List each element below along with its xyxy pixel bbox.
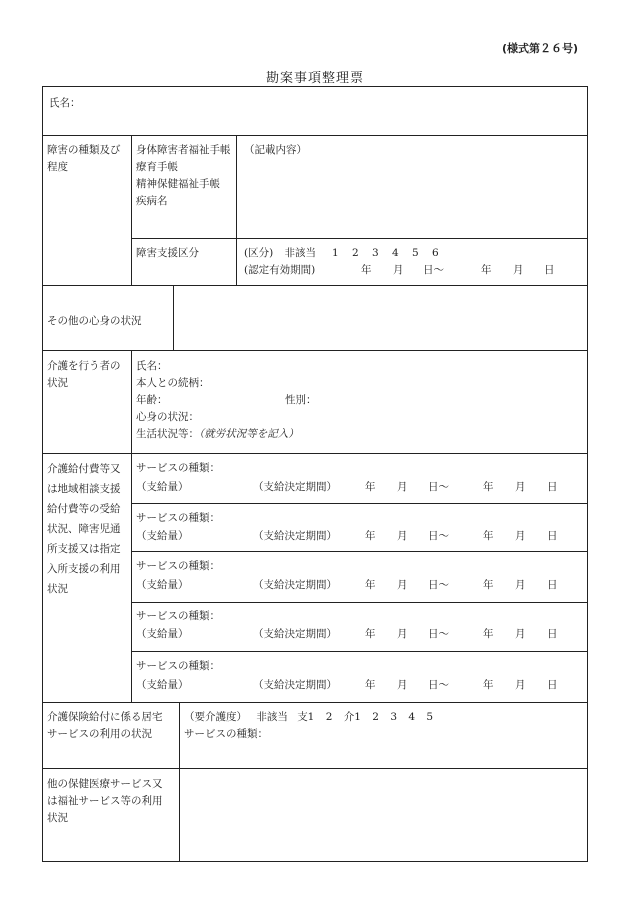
other-services-field[interactable] [183, 772, 583, 858]
caregiver-relation: 本人との続柄： [136, 377, 210, 389]
ltc-service-type: サービスの種類： [184, 728, 268, 740]
support-class-row: (区分) 非該当 1 2 3 4 5 6 [244, 247, 439, 259]
booklet-list [136, 142, 231, 210]
mental-physical-label: その他の心身の状況 [47, 315, 142, 327]
caregiver-life-hint: （就労状況等を記入） [199, 428, 299, 440]
content-label: （記載内容） [244, 144, 307, 156]
support-class-label: 障害支援区分 [136, 247, 199, 259]
not-applicable: 非該当 [284, 247, 317, 259]
caregiver-life: 生活状況等：（就労状況等を記入） [136, 428, 299, 440]
booklet-rehabilitation: 療育手帳 [136, 161, 178, 173]
benefit-service-type: サービスの種類： [136, 610, 220, 622]
booklet-mental: 精神保健福祉手帳 [136, 178, 220, 190]
caregiver-age: 年齢： [136, 394, 168, 406]
row-divider [131, 238, 587, 239]
row-divider [131, 602, 587, 603]
care-level-row: （要介護度） 非該当 支1 2 介1 2 3 4 5 [184, 711, 434, 723]
document-title: 勘案事項整理票 [265, 71, 364, 86]
row-divider [43, 135, 587, 136]
other-services-label: 他の保健医療サービス又 は福祉サービス等の利用 状況 [47, 778, 163, 824]
caregiver-details [136, 358, 299, 443]
row-divider [43, 702, 587, 703]
benefit-service-type: サービスの種類： [136, 512, 220, 524]
booklet-physical: 身体障害者福祉手帳 [136, 144, 231, 156]
row-divider [43, 768, 587, 769]
column-divider [131, 135, 132, 285]
column-divider [173, 285, 174, 350]
name-field[interactable] [83, 91, 583, 131]
mental-physical-field[interactable] [177, 289, 583, 347]
name-label: 氏名： [49, 97, 81, 109]
booklet-disease: 疾病名 [136, 195, 168, 207]
caregiver-condition: 心身の状況： [136, 411, 199, 423]
row-divider [43, 453, 587, 454]
ltc-label: 介護保険給付に係る居宅 サービスの利用の状況 [47, 711, 163, 740]
caregiver-label: 介護を行う者の 状況 [47, 360, 121, 389]
row-divider [131, 651, 587, 652]
benefit-service-type: サービスの種類： [136, 462, 220, 474]
row-divider [43, 350, 587, 351]
row-divider [131, 503, 587, 504]
row-divider [43, 285, 587, 286]
benefits-label: 介護給付費等又 は地域相談支援 給付費等の受給 状況、障害児通 所支援又は指定 入所支援の利用 状況 [47, 463, 121, 595]
form-number: (様式第２６号) [501, 42, 578, 55]
validity-label: (認定有効期間) [244, 264, 316, 276]
caregiver-gender: 性別： [285, 394, 317, 406]
row-divider [131, 551, 587, 552]
benefit-service-type: サービスの種類： [136, 660, 220, 672]
benefit-service-type: サービスの種類： [136, 560, 220, 572]
disability-label: 障害の種類及び 程度 [47, 144, 121, 173]
column-divider [236, 135, 237, 285]
caregiver-name: 氏名： [136, 360, 168, 372]
column-divider [179, 702, 180, 861]
column-divider [131, 350, 132, 702]
form-table: 氏名： 障害の種類及び 程度 身体障害者福祉手帳 療育手帳 精神保健福祉手帳 疾病名 （記載内容） 障害支援区分 (区分) 非該当 1 2 3 4 5 6 (認定有効期間) 年 月 日～ 年 月 日 その他の心身の状況 介護を行う者の 状況 氏名： 本人との続柄： 年齢： 心身の状況： 生活状況等：（就労状況等を記入） 性別： 介護給付費等又 は地域相談支援 給付費等の受給 状況、障害児通 所支援又は指定 入所支援の利用 状況 サービスの種類： （支給量） （支給決定期間） 年 月 日～ 年 月 日 サービスの種類： （支給量） （支給決定期間） 年 月 日～ 年 月 日 サービスの種類： （支給量） （支給決定期間） 年 月 日～ 年 月 日 サービスの種類： （支給量） （支給決定期間） 年 月 日～ 年 月 日 サービスの種類： （支給量） （支給決定期間） 年 月 日～ 年 月 日 介護保険給付に係る居宅 サービスの利用の状況 （要介護度） 非該当 支1 2 介1 2 3 4 5 サービスの種類： 他の保健医療サービス又 は福祉サービス等の利用 状況 [42, 86, 588, 862]
